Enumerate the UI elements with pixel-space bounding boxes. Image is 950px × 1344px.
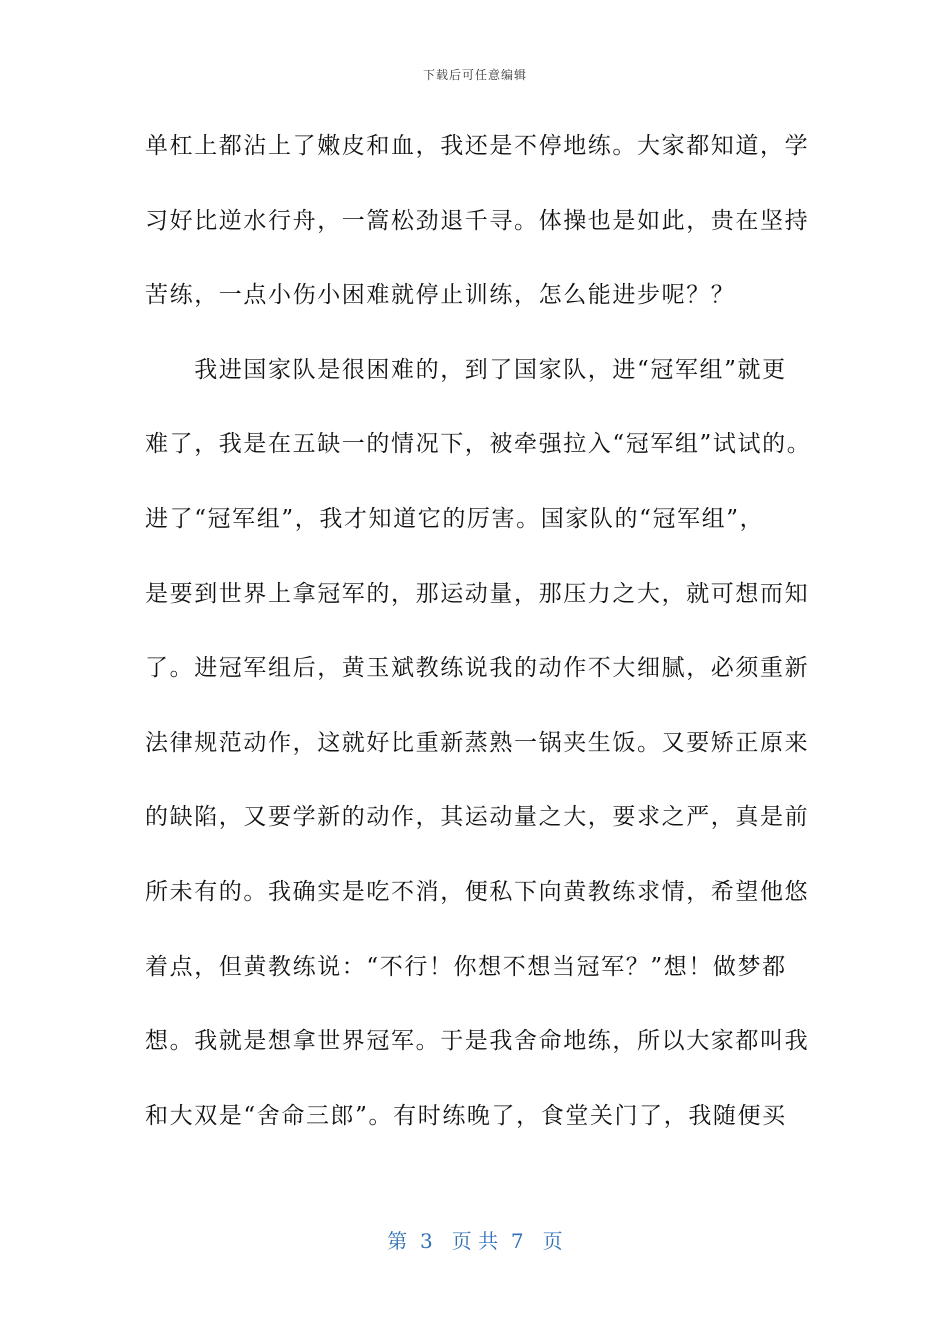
text-line: 所未有的。我确实是吃不消，便私下向黄教练求情，希望他悠	[145, 878, 810, 905]
text-line: 的缺陷，又要学新的动作，其运动量之大，要求之严，真是前	[145, 804, 810, 831]
text-line: 着点，但黄教练说：“不行！你想不想当冠军？”想！做梦都	[145, 953, 787, 980]
text-line: 和大双是“舍命三郎”。有时练晚了，食堂关门了，我随便买	[145, 1102, 787, 1129]
document-body	[145, 122, 825, 1166]
text-line: 我进国家队是很困难的，到了国家队，进“冠军组”就更	[145, 356, 787, 383]
page-header: 下载后可任意编辑	[422, 68, 527, 82]
text-line: 习好比逆水行舟，一篙松劲退千寻。体操也是如此，贵在坚持	[145, 207, 810, 234]
text-line: 难了，我是在五缺一的情况下，被牵强拉入“冠军组”试试的。	[145, 431, 812, 458]
text-line: 是要到世界上拿冠军的，那运动量，那压力之大，就可想而知	[145, 580, 810, 607]
text-line: 了。进冠军组后，黄玉斌教练说我的动作不大细腻，必须重新	[145, 655, 810, 682]
page-number-footer: 第 3 页 共 7 页	[387, 1229, 563, 1253]
text-line: 进了“冠军组”，我才知道它的厉害。国家队的“冠军组”，	[145, 505, 765, 532]
text-line: 苦练，一点小伤小困难就停止训练，怎么能进步呢？？	[145, 282, 736, 309]
text-line: 单杠上都沾上了嫩皮和血，我还是不停地练。大家都知道，学	[145, 133, 810, 159]
text-line: 法律规范动作，这就好比重新蒸熟一锅夹生饭。又要矫正原来	[145, 729, 810, 756]
text-line: 想。我就是想拿世界冠军。于是我舍命地练，所以大家都叫我	[145, 1028, 810, 1055]
